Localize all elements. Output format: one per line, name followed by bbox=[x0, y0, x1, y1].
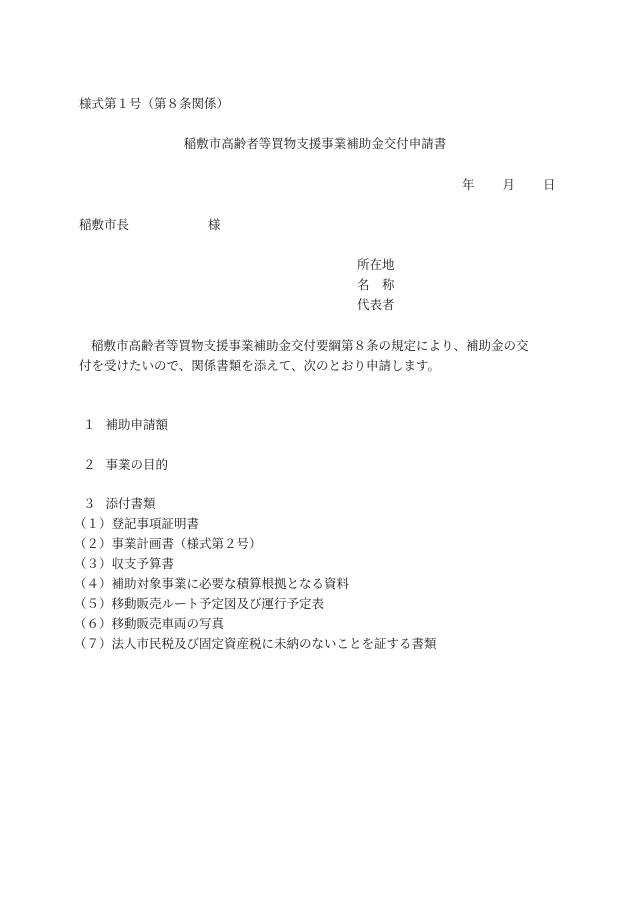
list-item: （３）収支予算書 bbox=[74, 556, 175, 571]
section-2 bbox=[83, 457, 168, 473]
body-line: 付を受けたいので、関係書類を添えて、次のとおり申請します。 bbox=[79, 358, 441, 373]
list-item: （２）事業計画書（様式第２号） bbox=[74, 536, 262, 551]
list-item: （５）移動販売ルート予定図及び運行予定表 bbox=[74, 596, 325, 611]
applicant-name-label: 名 称 bbox=[357, 277, 395, 292]
list-item: （１）登記事項証明書 bbox=[74, 516, 200, 531]
date-line bbox=[462, 177, 556, 193]
applicant-address-label: 所在地 bbox=[357, 257, 395, 272]
section-number: １ bbox=[83, 417, 96, 432]
addressee-name: 稲敷市長 bbox=[79, 217, 130, 232]
section-1 bbox=[83, 417, 168, 433]
section-label: 補助申請額 bbox=[105, 417, 169, 432]
date-month: 月 bbox=[502, 177, 516, 192]
form-number: 様式第１号（第８条関係） bbox=[79, 96, 230, 111]
list-item: （４）補助対象事業に必要な積算根拠となる資料 bbox=[74, 576, 350, 591]
body-line: 稲敷市高齢者等買物支援事業補助金交付要綱第８条の規定により、補助金の交 bbox=[91, 338, 529, 353]
date-year: 年 bbox=[462, 177, 475, 192]
section-label: 添付書類 bbox=[105, 496, 156, 511]
applicant-representative-label: 代表者 bbox=[357, 297, 395, 312]
section-label: 事業の目的 bbox=[105, 457, 169, 472]
addressee-honorific: 様 bbox=[208, 217, 221, 232]
list-item: （６）移動販売車両の写真 bbox=[74, 616, 225, 631]
document-title: 稲敷市高齢者等買物支援事業補助金交付申請書 bbox=[183, 136, 447, 151]
section-number: ３ bbox=[83, 496, 96, 511]
section-3 bbox=[83, 496, 156, 512]
list-item: （７）法人市民税及び固定資産税に未納のないことを証する書類 bbox=[74, 636, 437, 651]
section-number: ２ bbox=[83, 457, 96, 472]
attachment-list bbox=[74, 514, 437, 654]
date-day: 日 bbox=[543, 177, 556, 192]
body-paragraph bbox=[79, 336, 554, 376]
